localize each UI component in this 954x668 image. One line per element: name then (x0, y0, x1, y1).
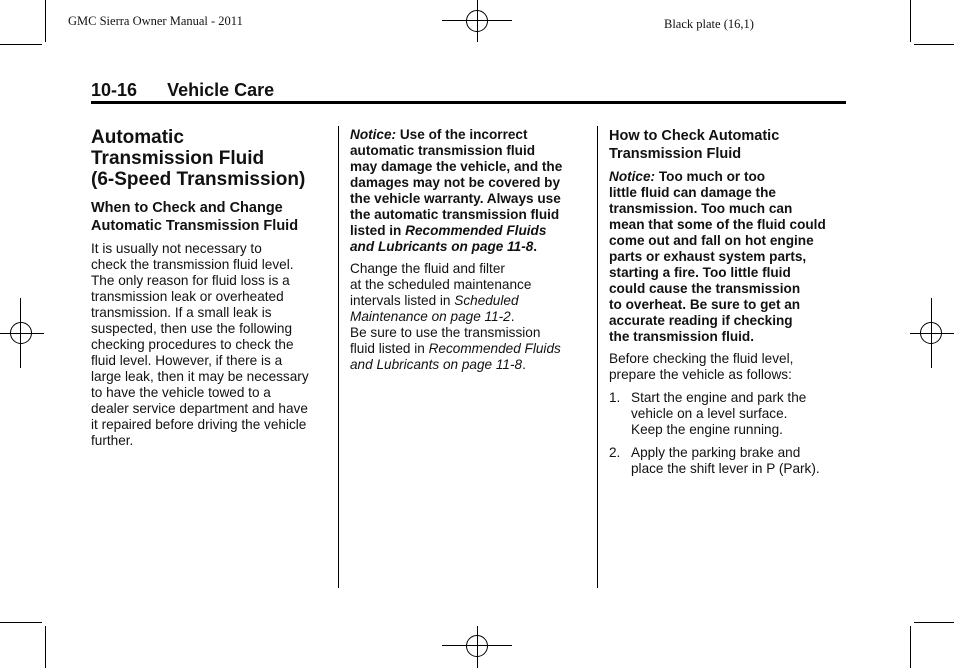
subheading-when-to-check: When to Check and Change Automatic Transmission Fluid (91, 200, 299, 234)
notice-label: Notice: (350, 127, 397, 142)
crop-mark-top-left-v (45, 0, 46, 42)
crop-mark-bottom-left-v (45, 626, 46, 668)
crop-mark-top-left-h (0, 44, 42, 45)
list-item-number: 1. (609, 390, 621, 405)
link-recommended-fluids[interactable]: Recommended Fluids (405, 223, 547, 238)
crop-mark-bottom-right-h (914, 622, 954, 623)
notice-fluid-level: Notice: Too much or too little fluid can damage the transmission. Too much can mean that some of the fluid could come out and fall on hot engine parts or exhaust system parts, starting a fire. Too little fluid could cause the transmission to overheat. Be sure to get an accurate reading if checking the transmission fluid. (609, 169, 826, 344)
preparation-intro: Before checking the fluid level, prepare the vehicle as follows: (609, 351, 794, 382)
subheading-how-to-check: How to Check Automatic Transmission Fluid (609, 128, 780, 162)
section-header (91, 80, 274, 101)
crop-mark-bottom-right-v (910, 626, 911, 668)
page-title: Automatic Transmission Fluid (6-Speed Transmission) (91, 127, 306, 190)
column-1 (91, 127, 331, 449)
section-title: Vehicle Care (167, 80, 275, 100)
column-3 (609, 127, 849, 480)
column-divider-1 (338, 126, 339, 588)
list-item-number: 2. (609, 445, 621, 460)
page-number: 10-16 (91, 80, 138, 100)
list-item: 1. Start the engine and park the vehicle on a level surface. Keep the engine running. (609, 390, 807, 437)
link-recommended-fluids-2[interactable]: Recommended Fluids (428, 341, 561, 356)
running-header-plate: Black plate (16,1) (664, 17, 754, 31)
link-scheduled-maintenance[interactable]: Scheduled (454, 293, 519, 308)
header-rule (91, 101, 846, 104)
crop-mark-top-right-h (914, 44, 954, 45)
running-header-title: GMC Sierra Owner Manual - 2011 (68, 14, 243, 28)
crop-mark-bottom-left-h (0, 622, 42, 623)
change-fluid-paragraph: Change the fluid and filter at the scheduled maintenance intervals listed in Scheduled Maintenance on page 11-2. Be sure to use the transmission fluid listed in Recommended Fluids and Lubricants on page 11-8. (350, 261, 561, 372)
crop-mark-top-right-v (910, 0, 911, 42)
link-recommended-fluids-page-2[interactable]: and Lubricants on page 11-8 (350, 357, 523, 372)
link-scheduled-maintenance-page[interactable]: Maintenance on page 11-2 (350, 309, 511, 324)
column-2 (350, 127, 590, 373)
list-item: 2. Apply the parking brake and place the shift lever in P (Park). (609, 445, 820, 476)
step-list (609, 390, 849, 480)
column-divider-2 (597, 126, 598, 588)
link-recommended-fluids-page[interactable]: and Lubricants on page 11-8 (350, 239, 534, 254)
intro-paragraph: It is usually not necessary to check the transmission fluid level. The only reason for fluid loss is a transmission leak or overheated transmission. If a small leak is suspected, then use the following checking procedures to check the fluid level. However, if there is a large leak, then it may be necessary to have the vehicle towed to a dealer service department and have it repaired before driving the vehicle further. (91, 241, 309, 448)
notice-label-2: Notice: (609, 169, 656, 184)
notice-fluid-warning: Notice: Use of the incorrect automatic transmission fluid may damage the vehicle, and the damages may not be covered by the vehicle warranty. Always use the automatic transmission fluid listed in Recommended Fluids and Lubricants on page 11-8. (350, 127, 563, 254)
